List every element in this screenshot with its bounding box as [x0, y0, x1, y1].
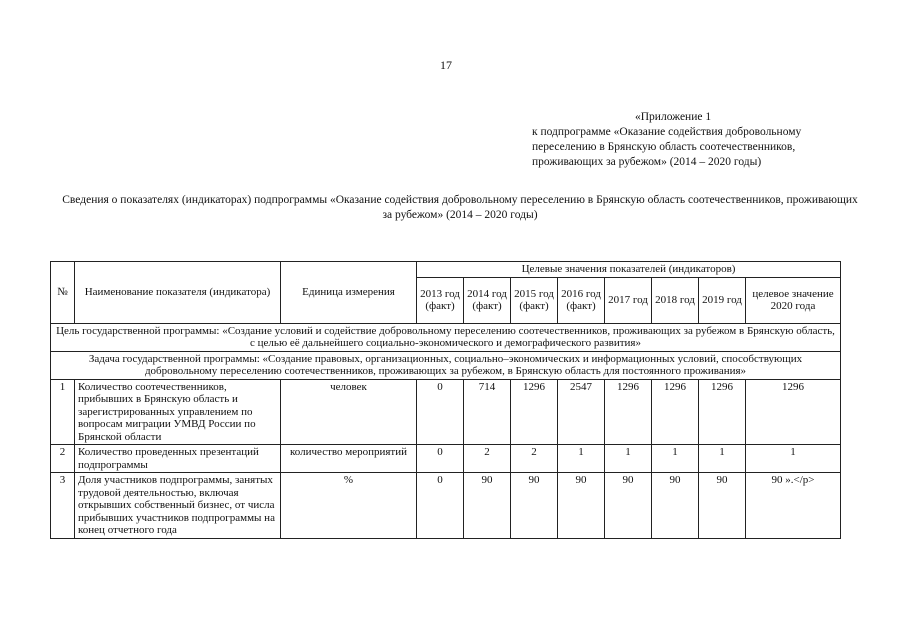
header-name: Наименование показателя (индикатора) [75, 262, 281, 324]
row-unit: человек [281, 379, 417, 445]
appendix-title: «Приложение 1 [635, 111, 712, 123]
row-unit: % [281, 473, 417, 539]
row-name: Количество проведенных презентаций подпрограммы [75, 445, 281, 473]
row-value: 1 [605, 445, 652, 473]
table-row [51, 473, 841, 539]
header-year: 2016 год (факт) [558, 277, 605, 323]
task-row: Задача государственной программы: «Создание правовых, организационных, социально–экономических и информационных условий, способствующих добровольному переселению соотечественников, проживающих за рубежом, в Брянскую область для постоянного проживания» [51, 351, 841, 379]
goal-row: Цель государственной программы: «Создание условий и содействие добровольному переселению соотечественников, проживающих за рубежом в Брянскую область, с целью её дальнейшего социально-экономического и демографического развития» [51, 323, 841, 351]
row-num: 2 [51, 445, 75, 473]
row-value: 90 [558, 473, 605, 539]
row-value: 1 [699, 445, 746, 473]
row-value: 1296 [652, 379, 699, 445]
header-year: 2013 год (факт) [417, 277, 464, 323]
row-name: Количество соотечественников, прибывших в Брянскую область и зарегистрированных управлением по вопросам миграции УМВД России по Брянской области [75, 379, 281, 445]
header-year: 2015 год (факт) [511, 277, 558, 323]
table-row [51, 445, 841, 473]
document-title: Сведения о показателях (индикаторах) подпрограммы «Оказание содействия добровольному переселению в Брянскую область соотечественников, проживающих за рубежом» (2014 – 2020 годы) [62, 194, 858, 221]
row-unit: количество мероприятий [281, 445, 417, 473]
row-value: 0 [417, 473, 464, 539]
row-value: 1296 [511, 379, 558, 445]
table-row [51, 379, 841, 445]
row-value: 90 [605, 473, 652, 539]
row-value: 90 [699, 473, 746, 539]
header-year: 2017 год [605, 277, 652, 323]
row-value: 90 ».</p> [746, 473, 841, 539]
header-num: № [51, 262, 75, 324]
row-value: 90 [464, 473, 511, 539]
appendix-note [532, 110, 862, 170]
row-num: 3 [51, 473, 75, 539]
row-value: 1 [746, 445, 841, 473]
row-value: 1 [652, 445, 699, 473]
row-value: 2547 [558, 379, 605, 445]
indicators-table [50, 261, 841, 539]
row-value: 0 [417, 379, 464, 445]
header-year: целевое значение 2020 года [746, 277, 841, 323]
header-target-values: Целевые значения показателей (индикаторов) [417, 262, 841, 278]
header-year: 2018 год [652, 277, 699, 323]
header-unit: Единица измерения [281, 262, 417, 324]
row-name: Доля участников подпрограммы, занятых трудовой деятельностью, включая открывших собственный бизнес, от числа прибывших участников подпрограммы на конец отчетного года [75, 473, 281, 539]
row-num: 1 [51, 379, 75, 445]
header-year: 2019 год [699, 277, 746, 323]
row-value: 2 [511, 445, 558, 473]
row-value: 1296 [699, 379, 746, 445]
row-value: 1296 [605, 379, 652, 445]
row-value: 1 [558, 445, 605, 473]
row-value: 714 [464, 379, 511, 445]
appendix-text: к подпрограмме «Оказание содействия добровольному переселению в Брянскую область соотечественников, проживающих за рубежом» (2014 – 2020 годы) [532, 126, 802, 168]
row-value: 0 [417, 445, 464, 473]
header-year: 2014 год (факт) [464, 277, 511, 323]
page-number: 17 [440, 58, 452, 72]
row-value: 1296 [746, 379, 841, 445]
row-value: 2 [464, 445, 511, 473]
row-value: 90 [511, 473, 558, 539]
row-value: 90 [652, 473, 699, 539]
